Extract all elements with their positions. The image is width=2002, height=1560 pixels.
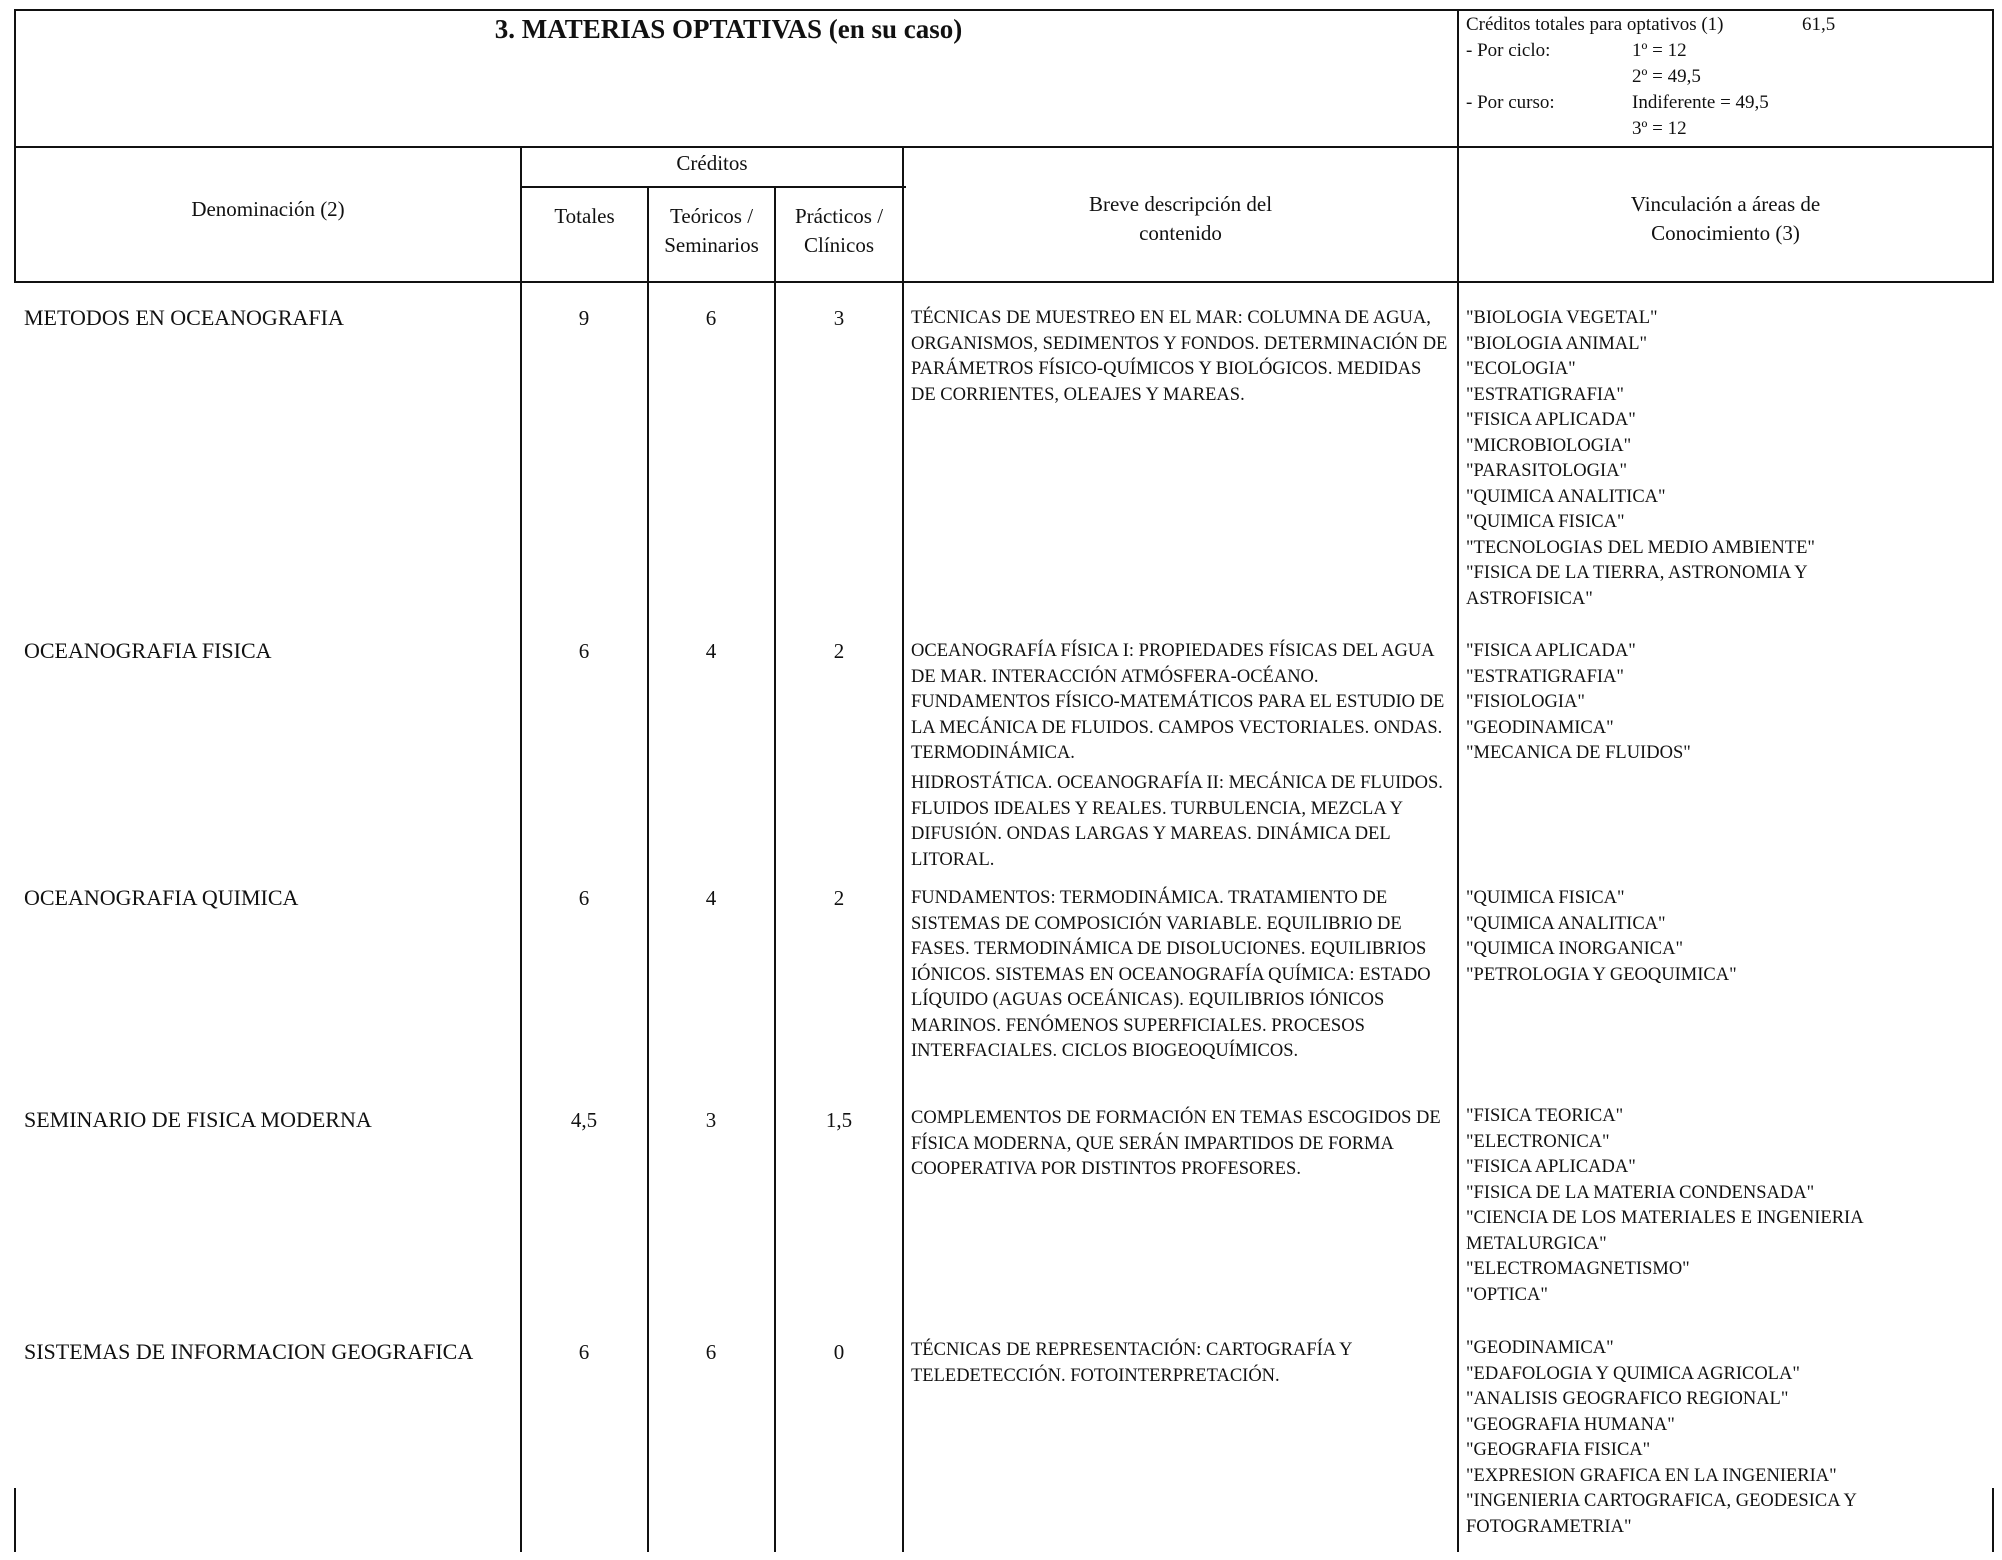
knowledge-areas (1466, 1104, 1864, 1308)
section-title: 3. MATERIAS OPTATIVAS (en su caso) (494, 14, 963, 44)
area-item: "FISIOLOGIA" (1466, 692, 1585, 712)
header-descripcion-line-2: contenido (1139, 221, 1222, 245)
knowledge-areas (1466, 306, 1815, 612)
area-item: "FISICA DE LA TIERRA, ASTRONOMIA Y (1466, 563, 1808, 583)
curso-value-1: Indiferente = 49,5 (1632, 92, 1769, 113)
subject-description: TÉCNICAS DE REPRESENTACIÓN: CARTOGRAFÍA Y TELEDETECCIÓN. FOTOINTERPRETACIÓN. (911, 1340, 1352, 1386)
area-item: ASTROFISICA" (1466, 588, 1593, 609)
area-item: "BIOLOGIA ANIMAL" (1466, 333, 1648, 354)
credits-practicos: 3 (833, 306, 845, 330)
header-vinculacion (1459, 190, 1992, 248)
area-item: "ELECTROMAGNETISMO" (1466, 1259, 1690, 1279)
credits-teoricos: 6 (705, 1340, 717, 1364)
right-stub (1992, 1488, 1994, 1552)
credits-teoricos: 4 (705, 639, 717, 663)
header-totales: Totales (554, 204, 615, 228)
area-item: "QUIMICA FISICA" (1466, 512, 1625, 532)
knowledge-areas (1466, 639, 1691, 767)
area-item: FOTOGRAMETRIA" (1466, 1516, 1632, 1537)
credits-totales: 6 (578, 886, 590, 910)
credits-practicos: 2 (833, 886, 845, 910)
col-divider-5 (1457, 146, 1459, 1552)
area-item: "GEOGRAFIA HUMANA" (1466, 1414, 1675, 1435)
subject-description: COMPLEMENTOS DE FORMACIÓN EN TEMAS ESCOGIDOS DE FÍSICA MODERNA, QUE SERÁN IMPARTIDOS DE FORMA COOPERATIVA POR DISTINTOS PROFESORES. (911, 1108, 1441, 1179)
area-item: "QUIMICA INORGANICA" (1466, 939, 1684, 959)
credits-totales: 6 (578, 639, 590, 663)
right-border (1992, 9, 1994, 283)
area-item: "TECNOLOGIAS DEL MEDIO AMBIENTE" (1466, 537, 1815, 558)
area-item: "FISICA DE LA MATERIA CONDENSADA" (1466, 1182, 1815, 1203)
area-item: "QUIMICA FISICA" (1466, 888, 1625, 908)
ciclo-value-1: 1º = 12 (1632, 40, 1687, 61)
area-item: "MECANICA DE FLUIDOS" (1466, 743, 1691, 763)
area-item: "GEODINAMICA" (1466, 717, 1614, 738)
knowledge-areas (1466, 886, 1737, 988)
creditos-subheader-rule (520, 186, 906, 188)
header-creditos: Créditos (676, 151, 748, 175)
top-border (14, 9, 1994, 11)
area-item: "BIOLOGIA VEGETAL" (1466, 308, 1658, 328)
subject-description-continued: HIDROSTÁTICA. OCEANOGRAFÍA II: MECÁNICA DE FLUIDOS. FLUIDOS IDEALES Y REALES. TURBULENCIA, MEZCLA Y DIFUSIÓN. ONDAS LARGAS Y MAREAS. DINÁMICA DEL LITORAL. (911, 773, 1443, 870)
subject-description: FUNDAMENTOS: TERMODINÁMICA. TRATAMIENTO DE SISTEMAS DE COMPOSICIÓN VARIABLE. EQUILIBRIO DE FASES. TERMODINÁMICA DE DISOLUCIONES. EQUILIBRIOS IÓNICOS. SISTEMAS EN OCEANOGRAFÍA QUÍMICA: ESTADO LÍQUIDO (AGUAS OCEÁNICAS). EQUILIBRIOS IÓNICOS MARINOS. FENÓMENOS SUPERFICIALES. PROCESOS INTERFACIALES. CICLOS BIOGEOQUÍMICOS. (911, 888, 1431, 1061)
header-descripcion (904, 190, 1457, 248)
header-denominacion: Denominación (2) (191, 197, 345, 221)
area-item: "MICROBIOLOGIA" (1466, 435, 1632, 456)
subject-name: OCEANOGRAFIA FISICA (24, 638, 272, 663)
area-item: "INGENIERIA CARTOGRAFICA, GEODESICA Y (1466, 1491, 1857, 1511)
credits-totales: 9 (578, 306, 590, 330)
header-vinculacion-line-1: Vinculación a áreas de (1630, 192, 1821, 216)
subject-name: OCEANOGRAFIA QUIMICA (24, 885, 299, 910)
header-teoricos-line-1: Teóricos / (669, 204, 754, 228)
area-item: "ESTRATIGRAFIA" (1466, 666, 1624, 687)
column-header-bottom-rule (14, 281, 1994, 283)
header-practicos-line-1: Prácticos / (794, 204, 884, 228)
area-item: "EDAFOLOGIA Y QUIMICA AGRICOLA" (1466, 1363, 1800, 1384)
area-item: "PETROLOGIA Y GEOQUIMICA" (1466, 964, 1737, 985)
area-item: "CIENCIA DE LOS MATERIALES E INGENIERIA (1466, 1208, 1864, 1228)
subject-name: SEMINARIO DE FISICA MODERNA (24, 1107, 372, 1132)
header-teoricos-line-2: Seminarios (664, 233, 759, 257)
header-practicos-line-2: Clínicos (803, 233, 874, 257)
header-teoricos (649, 202, 774, 260)
area-item: "EXPRESION GRAFICA EN LA INGENIERIA" (1466, 1465, 1837, 1486)
credits-teoricos: 3 (705, 1108, 717, 1132)
area-item: "FISICA APLICADA" (1466, 410, 1636, 430)
credits-totales: 4,5 (570, 1108, 598, 1132)
area-item: "FISICA TEORICA" (1466, 1106, 1624, 1126)
area-item: "ESTRATIGRAFIA" (1466, 384, 1624, 405)
header-descripcion-line-1: Breve descripción del (1088, 192, 1273, 216)
left-border (14, 9, 16, 283)
left-stub (14, 1488, 16, 1552)
area-item: "GEODINAMICA" (1466, 1338, 1614, 1358)
area-item: "FISICA APLICADA" (1466, 641, 1636, 661)
total-credits-value: 61,5 (1802, 14, 1836, 35)
area-item: "QUIMICA ANALITICA" (1466, 486, 1666, 507)
knowledge-areas (1466, 1336, 1857, 1540)
subject-description: OCEANOGRAFÍA FÍSICA I: PROPIEDADES FÍSICAS DEL AGUA DE MAR. INTERACCIÓN ATMÓSFERA-OCÉANO. FUNDAMENTOS FÍSICO-MATEMÁTICOS PARA EL ESTUDIO DE LA MECÁNICA DE FLUIDOS. CAMPOS VECTORIALES. ONDAS. TERMODINÁMICA. (911, 641, 1445, 763)
credits-practicos: 0 (833, 1340, 845, 1364)
area-item: "QUIMICA ANALITICA" (1466, 913, 1666, 934)
area-item: "GEOGRAFIA FISICA" (1466, 1440, 1651, 1460)
area-item: "ELECTRONICA" (1466, 1131, 1610, 1152)
credits-practicos: 1,5 (825, 1108, 853, 1132)
credits-practicos: 2 (833, 639, 845, 663)
curso-value-2: 3º = 12 (1632, 118, 1687, 139)
credits-teoricos: 6 (705, 306, 717, 330)
credits-summary (1466, 12, 1986, 142)
por-ciclo-label: - Por ciclo: (1466, 40, 1551, 61)
area-item: "FISICA APLICADA" (1466, 1157, 1636, 1177)
header-bottom-rule (14, 146, 1994, 148)
subject-description: TÉCNICAS DE MUESTREO EN EL MAR: COLUMNA DE AGUA, ORGANISMOS, SEDIMENTOS Y FONDOS. DETERMINACIÓN DE PARÁMETROS FÍSICO-QUÍMICOS Y BIOLÓGICOS. MEDIDAS DE CORRIENTES, OLEAJES Y MAREAS. (911, 308, 1448, 405)
summary-divider (1457, 9, 1459, 148)
area-item: "ANALISIS GEOGRAFICO REGIONAL" (1466, 1389, 1789, 1409)
header-vinculacion-line-2: Conocimiento (3) (1651, 221, 1800, 245)
area-item: METALURGICA" (1466, 1233, 1607, 1254)
subject-name: SISTEMAS DE INFORMACION GEOGRAFICA (24, 1339, 474, 1364)
por-curso-label: - Por curso: (1466, 92, 1555, 113)
area-item: "PARASITOLOGIA" (1466, 461, 1628, 481)
area-item: "ECOLOGIA" (1466, 359, 1576, 379)
credits-teoricos: 4 (705, 886, 717, 910)
col-divider-4 (902, 146, 904, 1552)
credits-totales: 6 (578, 1340, 590, 1364)
subject-name: METODOS EN OCEANOGRAFIA (24, 305, 344, 330)
ciclo-value-2: 2º = 49,5 (1632, 66, 1701, 87)
total-credits-label: Créditos totales para optativos (1) (1466, 14, 1724, 35)
header-practicos (776, 202, 902, 260)
area-item: "OPTICA" (1466, 1284, 1548, 1305)
